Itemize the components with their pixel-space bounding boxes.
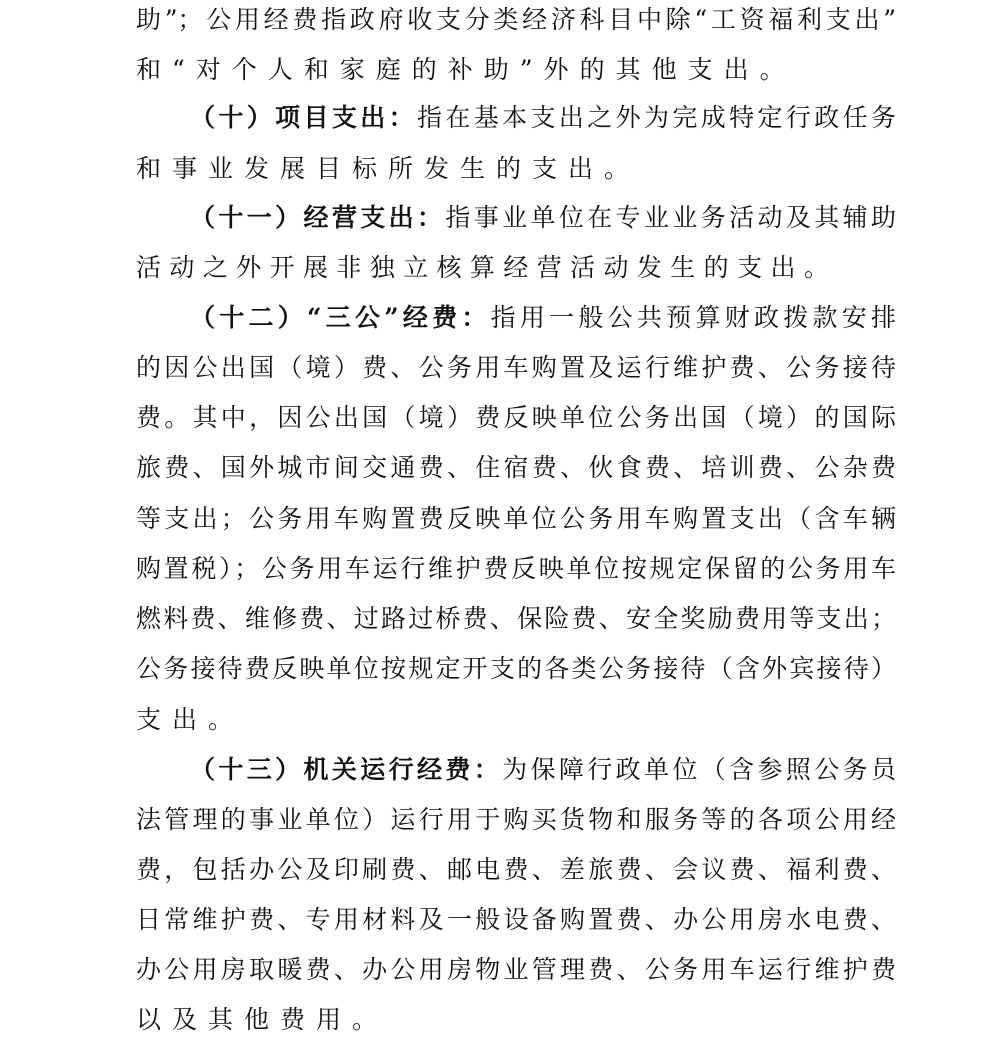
text-line (136, 50, 896, 90)
line-text: 的因公出国（境）费、公务用车购置及运行维护费、公务接待 (136, 353, 896, 382)
line-text: 费，包括办公及印刷费、邮电费、差旅费、会议费、福利费、 (136, 855, 896, 884)
line-text: 指用一般公共预算财政拨款安排 (490, 303, 896, 332)
section-heading-line (190, 298, 896, 338)
text-line (136, 348, 896, 388)
section-heading-line (190, 198, 896, 238)
line-text: 以及其他费用。 (136, 1005, 389, 1034)
section-term: （十二）“三公”经费： (190, 303, 491, 332)
line-text: 燃料费、维修费、过路过桥费、保险费、安全奖励费用等支出； (136, 604, 896, 633)
section-term: （十三）机关运行经费： (190, 755, 503, 784)
line-text: 法管理的事业单位）运行用于购买货物和服务等的各项公用经 (136, 805, 896, 834)
line-text: 日常维护费、专用材料及一般设备购置费、办公用房水电费、 (136, 905, 896, 934)
text-line (136, 1000, 896, 1040)
text-line (136, 599, 896, 639)
text-line (136, 549, 896, 589)
line-text: 和“对个人和家庭的补助”外的其他支出。 (136, 55, 796, 84)
line-text: 费。其中，因公出国（境）费反映单位公务出国（境）的国际 (136, 403, 896, 432)
text-line (136, 0, 896, 40)
text-line (136, 900, 896, 940)
line-text: 购置税）；公务用车运行维护费反映单位按规定保留的公务用车 (136, 554, 896, 583)
line-text: 旅费、国外城市间交通费、住宿费、伙食费、培训费、公杂费 (136, 453, 896, 482)
text-line (136, 700, 896, 740)
section-heading-line (190, 98, 896, 138)
text-line (136, 448, 896, 488)
section-heading-line (190, 750, 896, 790)
text-line (136, 850, 896, 890)
text-line (136, 649, 896, 689)
line-text: 和事业发展目标所发生的支出。 (136, 154, 641, 183)
text-line (136, 499, 896, 539)
line-text: 支出。 (136, 705, 245, 734)
text-line (136, 398, 896, 438)
text-line (136, 950, 896, 990)
section-term: （十一）经营支出： (190, 203, 446, 232)
line-text: 活动之外开展非独立核算经营活动发生的支出。 (136, 253, 838, 282)
line-text: 助”；公用经费指政府收支分类经济科目中除“工资福利支出” (136, 5, 896, 34)
line-text: 为保障行政单位（含参照公务员 (502, 755, 896, 784)
text-line (136, 149, 896, 189)
line-text: 办公用房取暖费、办公用房物业管理费、公务用车运行维护费 (136, 955, 896, 984)
section-term: （十）项目支出： (190, 103, 417, 132)
line-text: 指事业单位在专业业务活动及其辅助 (445, 203, 896, 232)
line-text: 等支出；公务用车购置费反映单位公务用车购置支出（含车辆 (136, 504, 896, 533)
text-line (136, 248, 896, 288)
line-text: 指在基本支出之外为完成特定行政任务 (417, 103, 896, 132)
text-line (136, 800, 896, 840)
line-text: 公务接待费反映单位按规定开支的各类公务接待（含外宾接待） (136, 654, 896, 683)
